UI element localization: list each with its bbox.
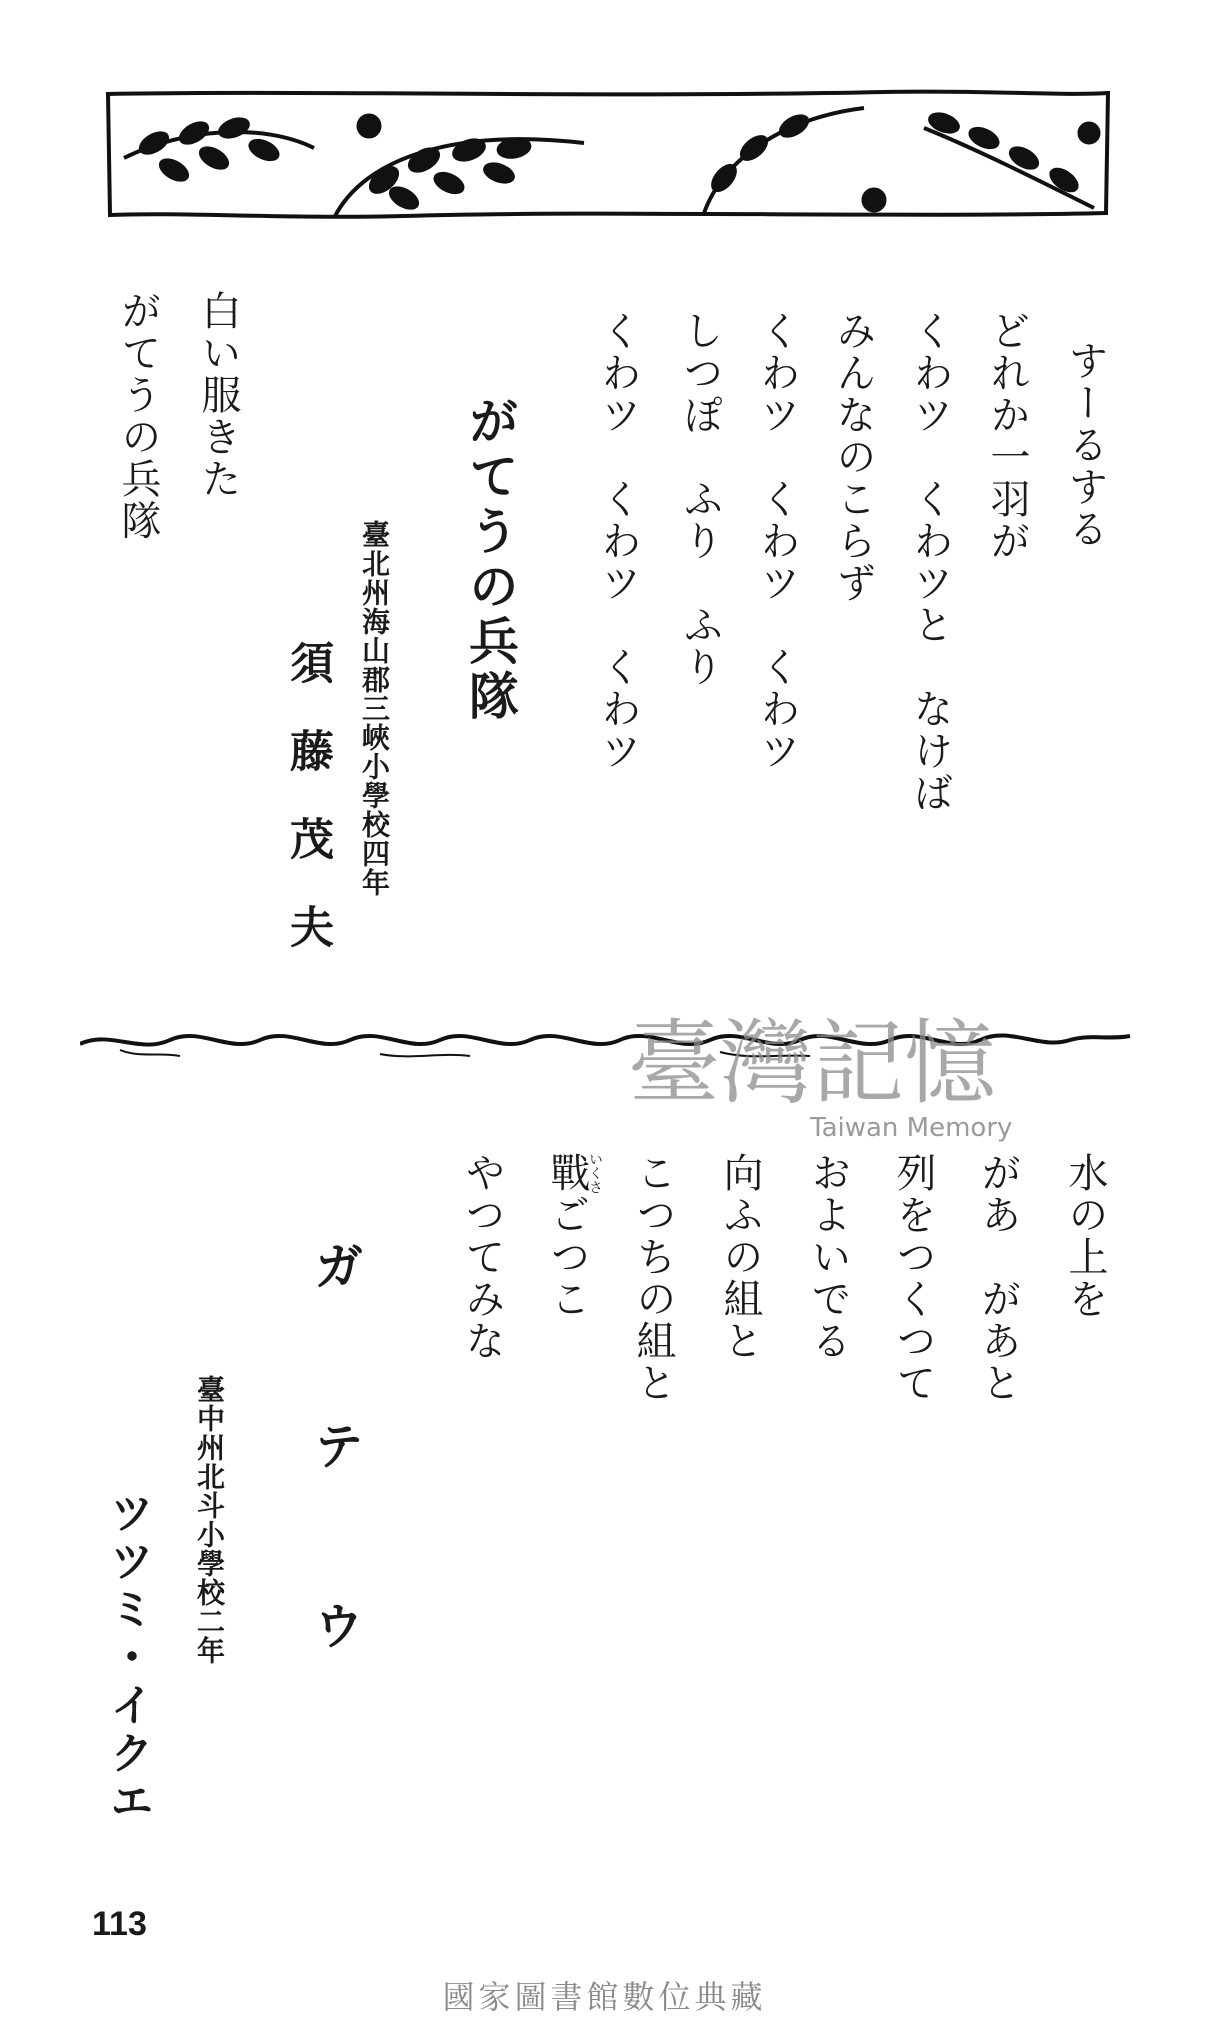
watermark-subtitle: Taiwan Memory — [810, 1113, 1013, 1143]
poem2-line-5: 向ふの組と — [717, 1152, 763, 1362]
poem2-line-7: 戰ごつこ — [544, 1152, 590, 1320]
poem2-ruby: いくさ — [587, 1152, 603, 1194]
svg-text:臺灣記憶: 臺灣記憶 — [628, 1010, 997, 1117]
poem2-line-6: こつちの組と — [630, 1152, 676, 1404]
page-number: 113 — [92, 1905, 147, 1943]
poem1-line-8: 白い服きた — [195, 290, 241, 500]
poem1-line-4: みんなのこらず — [830, 310, 876, 604]
poem2-line-8: やつてみな — [459, 1152, 505, 1362]
poem1-line-5: くわツ くわツ くわツ — [754, 310, 800, 772]
poem1-title: がてうの兵隊 — [461, 395, 520, 725]
poem2-line-4: およいでる — [805, 1152, 851, 1362]
poem1-author: 須 藤 茂 夫 — [282, 640, 333, 948]
poem1-line-9: がてうの兵隊 — [115, 290, 161, 542]
poem2-author: ツツミ・イクエ — [102, 1490, 153, 1826]
poem2-title: ガ テ ウ — [306, 1240, 365, 1690]
poem2-line-1: 水の上を — [1062, 1152, 1108, 1320]
poem1-line-3: くわツ くわツと なけば — [907, 310, 953, 814]
poem2-line-2: があ があと — [975, 1152, 1021, 1404]
footer-credit: 國家圖書館數位典藏 — [442, 1978, 767, 2016]
poem1-line-1: すーるする — [1062, 340, 1108, 550]
poem1-line-2: どれか一羽が — [984, 310, 1030, 562]
poem2-school: 臺中州北斗小學校二年 — [193, 1375, 226, 1665]
poem2-line-3: 列をつくつて — [890, 1152, 936, 1404]
decorative-leaf-banner — [104, 88, 1114, 223]
poem1-line-7: くわツ くわツ くわツ — [595, 310, 641, 772]
poem1-school: 臺北州海山郡三峽小學校四年 — [358, 520, 391, 897]
poem1-line-6: しつぽ ふり ふり — [677, 310, 723, 688]
